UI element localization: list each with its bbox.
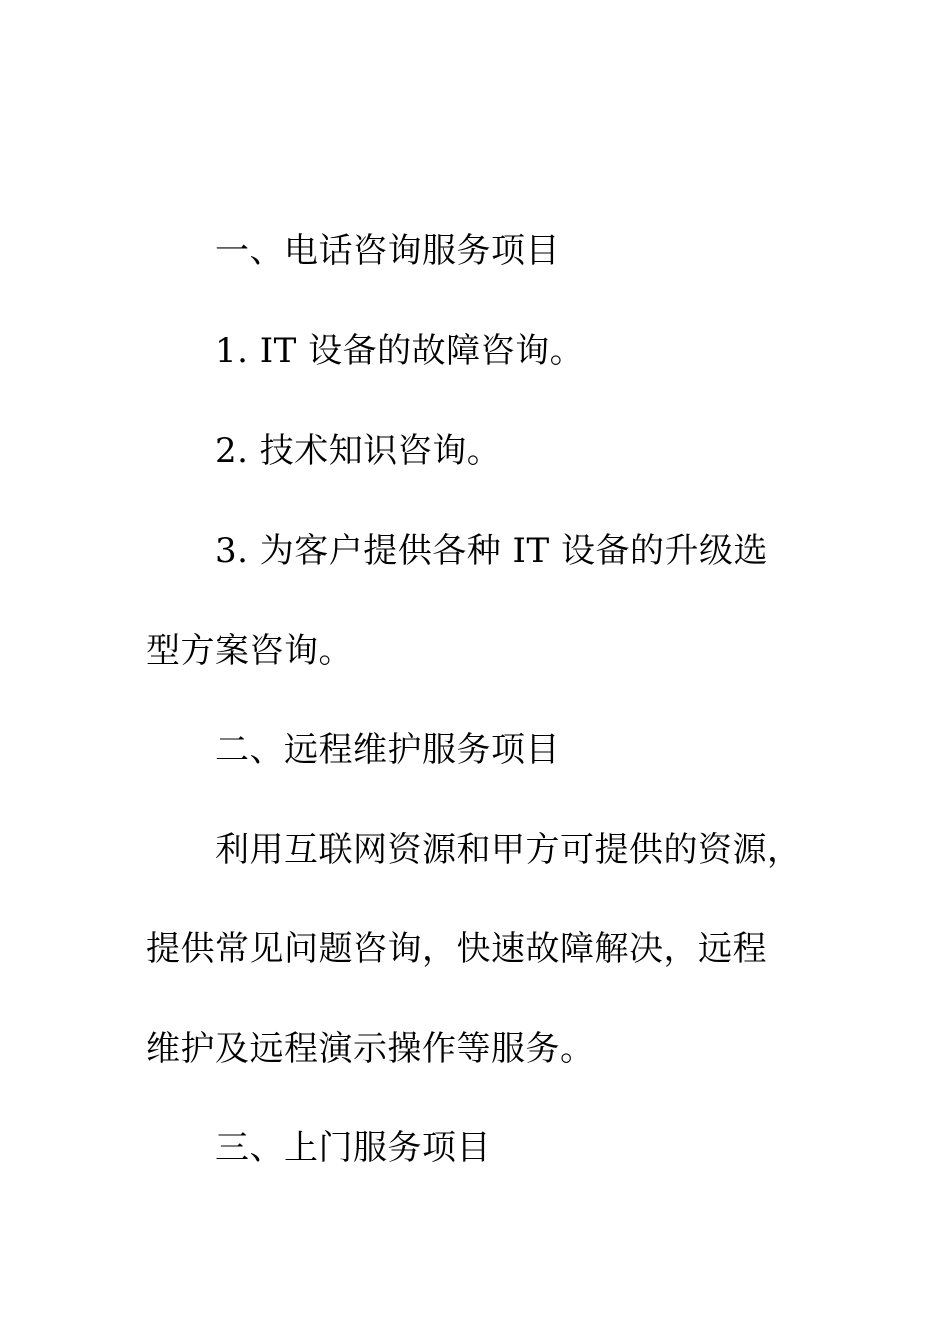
- paragraph-remote-line-1: 利用互联网资源和甲方可提供的资源，: [215, 830, 802, 870]
- paragraph-remote-line-2: 提供常见问题咨询，快速故障解决，远程: [146, 929, 767, 969]
- section-heading-phone-consulting: 一、电话咨询服务项目: [215, 231, 560, 271]
- list-item-it-fault-consulting: 1. IT 设备的故障咨询。: [215, 331, 585, 371]
- section-heading-remote-maintenance: 二、远程维护服务项目: [215, 730, 560, 770]
- paragraph-remote-line-3: 维护及远程演示操作等服务。: [146, 1029, 595, 1069]
- list-item-upgrade-plan: 3. 为客户提供各种 IT 设备的升级选: [215, 531, 768, 571]
- list-item-upgrade-plan-continued: 型方案咨询。: [146, 631, 353, 671]
- list-item-technical-knowledge: 2. 技术知识咨询。: [215, 431, 502, 471]
- section-heading-onsite-service: 三、上门服务项目: [215, 1128, 491, 1168]
